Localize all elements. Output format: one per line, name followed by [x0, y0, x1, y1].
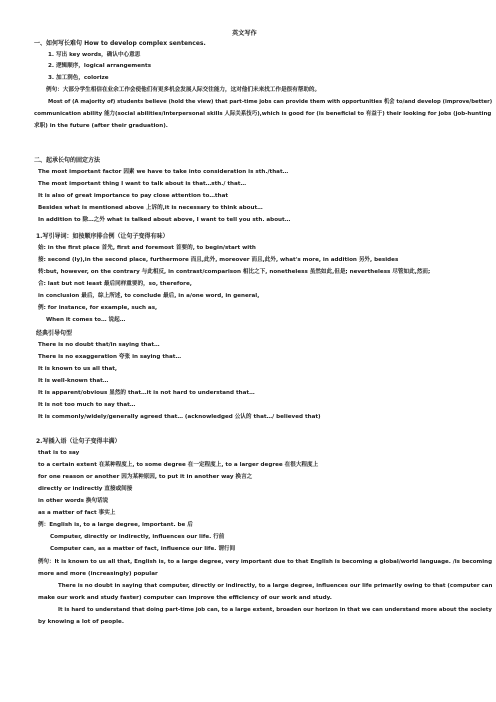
section-heading-complex-sentences: 一、如何写长难句 How to develop complex sentences. — [34, 40, 206, 47]
step-logical-order: 2. 逻辑顺序，logical arrangements — [48, 63, 152, 69]
parenthetical-line: Computer can, as a matter of fact, influence our life. 谓行间 — [50, 546, 236, 552]
transition-line: 始: in the first place 首先, first and foremost 首要的, to begin/start with — [38, 245, 256, 251]
parenthetical-line: as a matter of fact 事实上 — [38, 510, 116, 516]
example-line: Most of (A majority of) students believe (hold the view) that part-time jobs can provide them with opportunities 机会 to/and develop (improve/better) — [48, 99, 493, 105]
example-sentence-line: There is no doubt in saying that computer, directly or indirectly, to a large degree, influences our life primarily owing to that (computer can — [58, 583, 493, 589]
transition-line: 合: last but not least 最后同样重要的，so, therefore, — [38, 281, 192, 287]
pattern-line: There is no doubt that/in saying that… — [38, 342, 160, 348]
section-heading-fixed-methods: 二、起承长句的固定方法 — [34, 157, 101, 164]
transition-line: 例: for instance, for example, such as, — [38, 305, 158, 311]
phrase-line: The most important thing I want to talk about is that…sth./ that… — [38, 181, 247, 187]
subheading-parentheticals: 2.写插入语（让句子变得丰满） — [36, 438, 121, 445]
example-sentence-line: It is hard to understand that doing part-time job can, to a large extent, broaden our horizon in that we can understand more about the society — [58, 607, 492, 613]
example-line: 求职) in the future (after their graduation). — [34, 123, 168, 129]
parenthetical-line: Computer, directly or indirectly, influences our life. 行前 — [50, 534, 225, 540]
subheading-transition-words: 1.写引导词：如按顺序排合例（让句子变得有味） — [36, 233, 169, 240]
example-line: communication ability 能力(social abilities/interpersonal skills 人际关系技巧),which is good for (is beneficial to 有益于) their looking for jobs (job-hunting — [34, 111, 492, 117]
transition-line: When it comes to… 说起… — [46, 317, 126, 323]
phrase-line: Besides what is mentioned above 上诉的,it is necessary to think about… — [38, 205, 263, 211]
pattern-line: It is apparent/obvious 显然的 that…it is not hard to understand that… — [38, 390, 255, 396]
transition-line: 转:but, however, on the contrary 与此相反, in contrast/comparison 相比之下, nonetheless 虽然如此,但是; nevertheless 尽管如此,然而; — [38, 269, 431, 275]
parenthetical-line: in other words 换句话说 — [38, 498, 109, 504]
pattern-line: It is not too much to say that… — [38, 402, 136, 408]
pattern-line: It is known to us all that, — [38, 366, 118, 372]
example-sentence-line: make our work and study faster) computer can improve the efficiency of our work and study. — [38, 595, 332, 601]
subheading-classic-patterns: 经典引导句型 — [36, 330, 73, 337]
step-key-words: 1. 写出 key words，确认中心意思 — [48, 52, 141, 58]
parenthetical-line: that is to say — [38, 450, 80, 456]
pattern-line: It is well-known that… — [38, 378, 109, 384]
example-label: 例句：大部分学生相信在业余工作会使他们有更多机会发展人际交往能力，这对他们未来找工作是很有帮助的。 — [46, 87, 321, 93]
document-title: 英文写作 — [232, 30, 257, 37]
example-sentence-line: more and more (increasingly) popular — [38, 571, 158, 577]
phrase-line: The most important factor 因素 we have to take into consideration is sth./that… — [38, 169, 289, 175]
parenthetical-line: 例：English is, to a large degree, important. be 后 — [38, 522, 193, 528]
example-sentence-line: by knowing a lot of people. — [38, 619, 124, 625]
parenthetical-line: for one reason or another 因为某种原因, to put it in another way 换言之 — [38, 474, 253, 480]
phrase-line: In addition to 除…之外 what is talked about above, I want to tell you sth. about… — [38, 217, 291, 223]
transition-line: in conclusion 最后，综上所述, to conclude 最后, in a/one word, in general, — [38, 293, 260, 299]
parenthetical-line: directly or indirectly 直接或间接 — [38, 486, 133, 492]
step-colorize: 3. 加工润色，colorize — [48, 75, 109, 81]
parenthetical-line: to a certain extent 在某种程度上, to some degree 在一定程度上, to a larger degree 在很大程度上 — [38, 462, 319, 468]
pattern-line: There is no exaggeration 夸张 in saying that… — [38, 354, 182, 360]
transition-line: 接: second (ly),in the second place, furthermore 而且,此外, moreover 而且,此外, what's more, in addition 另外, besides — [38, 257, 399, 263]
example-sentence-line: 例句：It is known to us all that, English is, to a large degree, very important due to that English is becoming a global/world language. /is becoming — [38, 559, 493, 565]
pattern-line: It is commonly/widely/generally agreed that… (acknowledged 公认的 that…/ believed that) — [38, 414, 321, 420]
phrase-line: It is also of great importance to pay close attention to…that — [38, 193, 229, 199]
